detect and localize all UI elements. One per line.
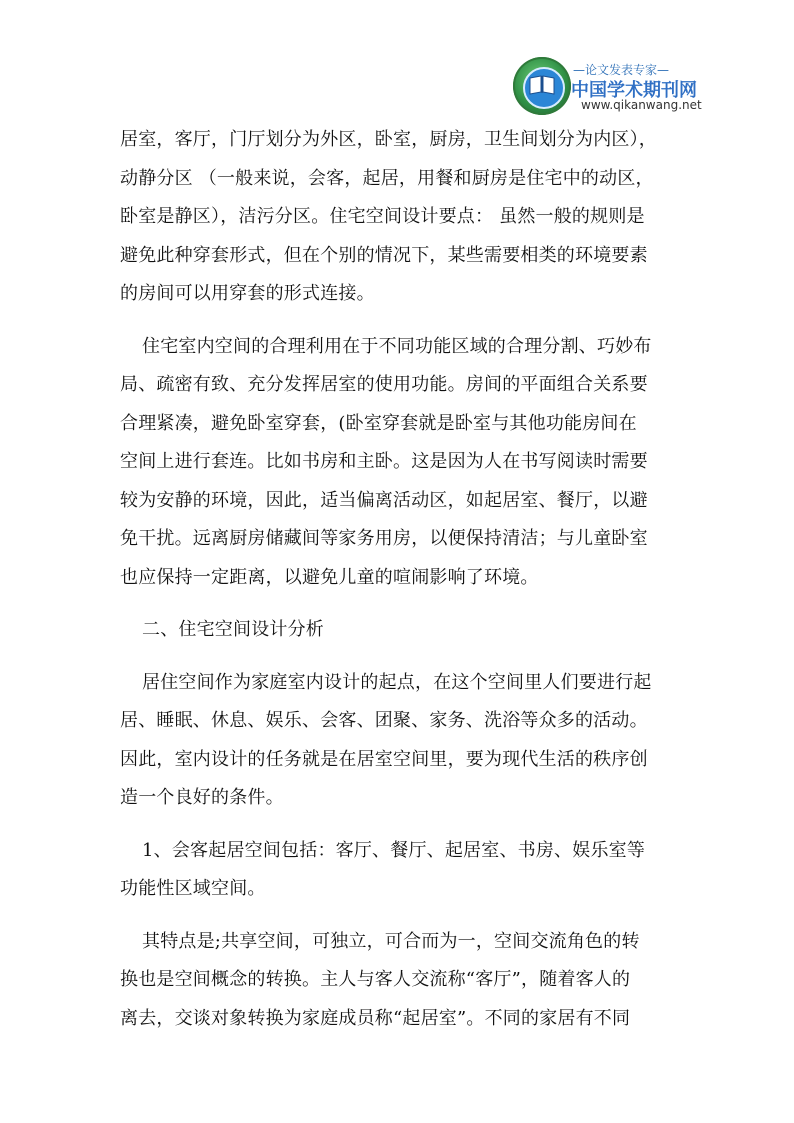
paragraph-2 — [120, 328, 674, 598]
text-line: 住宅室内空间的合理利用在于不同功能区域的合理分割、巧妙布 — [142, 335, 652, 357]
section-heading — [120, 611, 674, 650]
text-line: 较为安静的环境，因此，适当偏离活动区，如起居室、餐厅，以避 — [120, 489, 648, 511]
logo-url: www.qikanwang.net — [581, 98, 702, 112]
text-line: 空间上进行套连。比如书房和主卧。这是因为人在书写阅读时需要 — [120, 451, 648, 472]
text-line: 因此，室内设计的任务就是在居室空间里，要为现代生活的秩序创 — [120, 748, 648, 770]
document-body — [120, 121, 674, 1038]
text-line: 其特点是;共享空间，可独立，可合而为一，空间交流角色的转 — [142, 930, 640, 952]
paragraph-5 — [120, 923, 674, 1039]
text-line: 卧室是静区），洁污分区。住宅空间设计要点： 虽然一般的规则是 — [120, 206, 645, 227]
text-line: 居室，客厅，门厅划分为外区，卧室，厨房，卫生间划分为内区）， — [120, 129, 657, 150]
text-line: 动静分区 （一般来说，会客，起居，用餐和厨房是住宅中的动区， — [120, 167, 654, 189]
text-line: 离去，交谈对象转换为家庭成员称“起居室”。不同的家居有不同 — [120, 1007, 631, 1029]
text-line: 也应保持一定距离，以避免儿童的喧闹影响了环境。 — [120, 566, 539, 588]
paragraph-4 — [120, 832, 674, 909]
text-line: 1、会客起居空间包括：客厅、餐厅、起居室、书房、娱乐室等 — [142, 839, 646, 861]
book-icon — [528, 74, 556, 96]
text-line: 的房间可以用穿套的形式连接。 — [120, 283, 375, 304]
text-line: 功能性区域空间。 — [120, 878, 266, 899]
text-line: 合理紧凑，避免卧室穿套，(卧室穿套就是卧室与其他功能房间在 — [120, 412, 637, 434]
text-line: 居、睡眠、休息、娱乐、会客、团聚、家务、洗浴等众多的活动。 — [120, 710, 648, 731]
logo-badge — [513, 57, 571, 115]
text-line: 避免此种穿套形式，但在个别的情况下，某些需要相类的环境要素 — [120, 244, 648, 266]
text-line: 居住空间作为家庭室内设计的起点，在这个空间里人们要进行起 — [142, 671, 652, 693]
site-logo — [513, 57, 702, 119]
text-line: 换也是空间概念的转换。主人与客人交流称“客厅”，随着客人的 — [120, 969, 631, 990]
paragraph-3 — [120, 664, 674, 818]
text-line: 造一个良好的条件。 — [120, 787, 284, 808]
section-heading-text: 二、住宅空间设计分析 — [142, 619, 324, 640]
text-line: 免干扰。远离厨房储藏间等家务用房，以便保持清洁；与儿童卧室 — [120, 528, 648, 549]
logo-site-name: 中国学术期刊网 — [571, 80, 697, 101]
text-line: 局、疏密有致、充分发挥居室的使用功能。房间的平面组合关系要 — [120, 374, 648, 395]
logo-tagline: —论文发表专家— — [573, 63, 670, 77]
paragraph-1 — [120, 121, 674, 314]
